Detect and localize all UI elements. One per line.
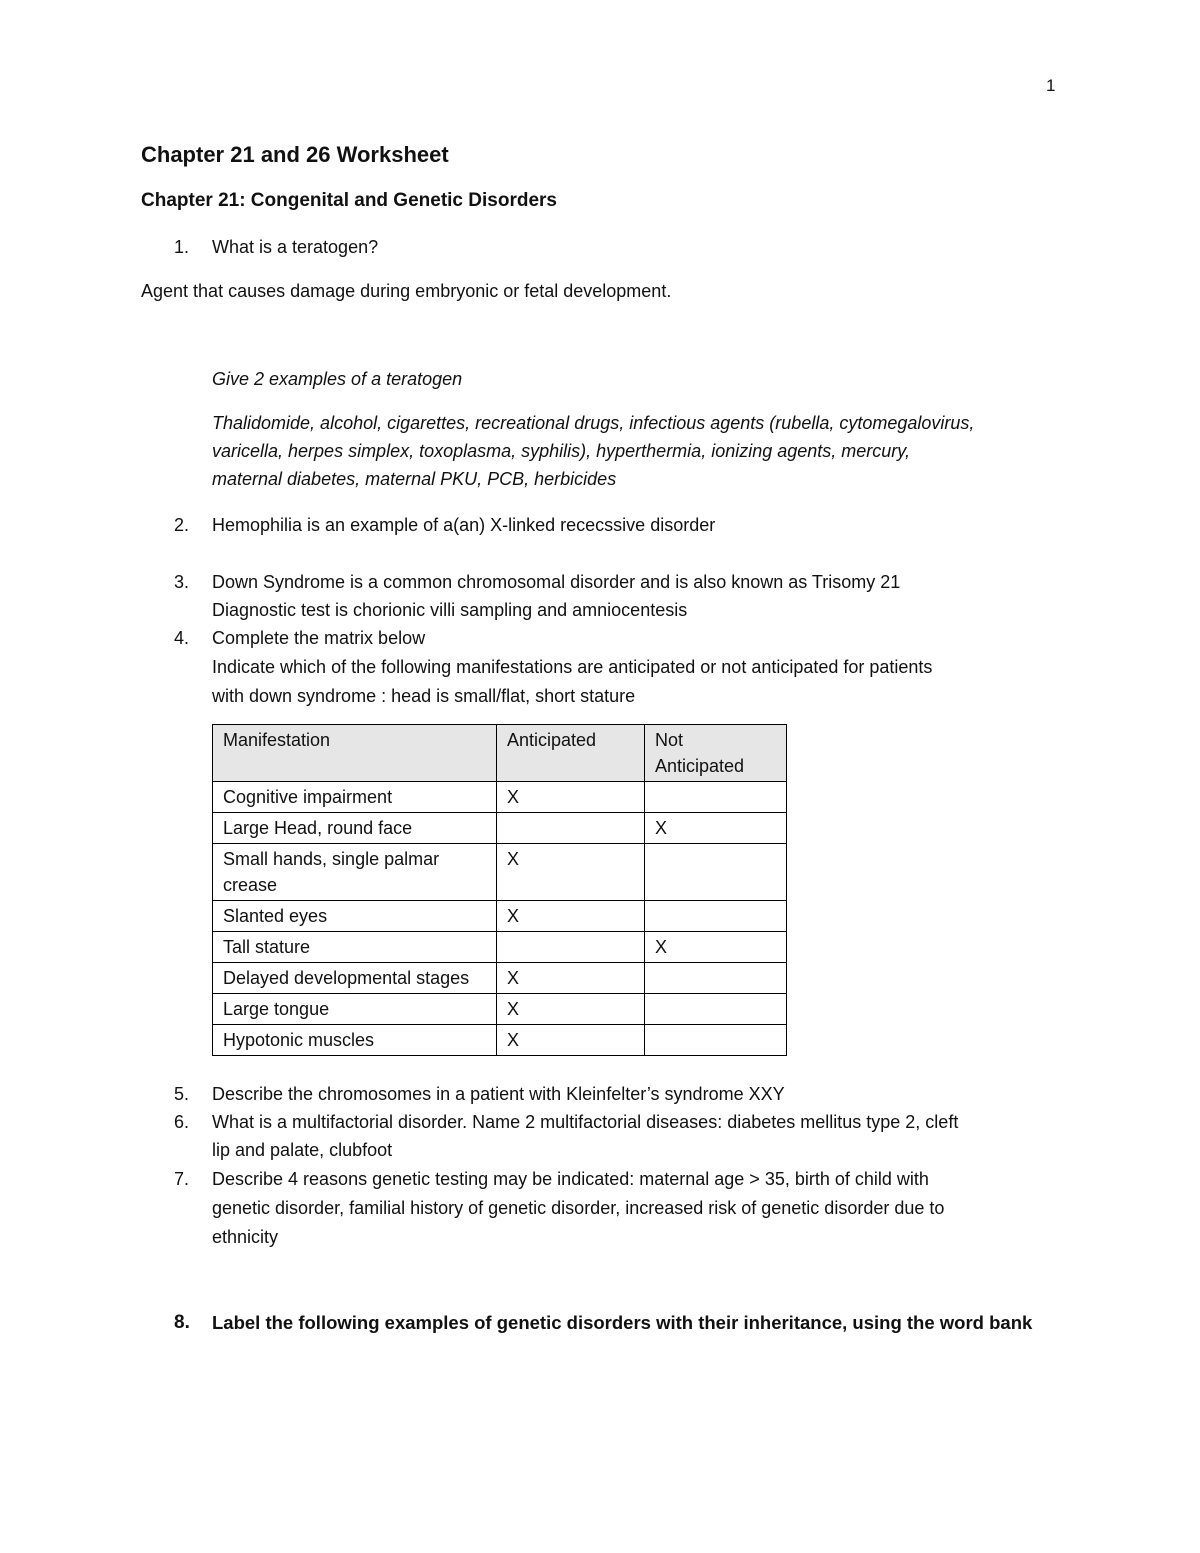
q6-text: [212, 1108, 958, 1164]
q3-text: [212, 568, 900, 624]
not-anticipated-cell: [645, 782, 787, 813]
table-row: [213, 963, 787, 994]
header-manifestation: Manifestation: [213, 725, 497, 782]
q2-number: 2.: [174, 515, 190, 535]
q3-number: 3.: [174, 572, 190, 592]
table-row: [213, 844, 787, 901]
q1-question: What is a teratogen?: [212, 237, 379, 257]
header-anticipated: Anticipated: [497, 725, 645, 782]
header-not-anticipated: Not Anticipated: [645, 725, 787, 782]
not-anticipated-cell: [645, 1025, 787, 1056]
not-anticipated-cell: [645, 994, 787, 1025]
manifestation-cell: Cognitive impairment: [213, 782, 497, 813]
manifestation-cell: Large tongue: [213, 994, 497, 1025]
anticipated-cell: X: [497, 782, 645, 813]
anticipated-cell: X: [497, 994, 645, 1025]
q1-sub-answer: [212, 409, 974, 493]
q3-line: Diagnostic test is chorionic villi sampling and amniocentesis: [212, 600, 688, 620]
not-anticipated-cell: X: [645, 813, 787, 844]
q8-number: 8.: [174, 1312, 190, 1333]
not-anticipated-cell: [645, 963, 787, 994]
manifestation-cell: Slanted eyes: [213, 901, 497, 932]
anticipated-cell: [497, 813, 645, 844]
q8-text: Label the following examples of genetic disorders with their inheritance, using the word bank: [212, 1312, 1033, 1333]
q6-line: What is a multifactorial disorder. Name 2 multifactorial diseases: diabetes mellitus type 2, cleft: [212, 1112, 959, 1132]
q7-line: ethnicity: [212, 1227, 279, 1247]
table-row: [213, 901, 787, 932]
page-number: 1: [1046, 76, 1056, 95]
q6-number: 6.: [174, 1112, 190, 1132]
matrix-header-row: [213, 725, 787, 782]
q4-line: Indicate which of the following manifestations are anticipated or not anticipated for patients: [212, 657, 933, 677]
manifestation-cell: Delayed developmental stages: [213, 963, 497, 994]
worksheet-title: Chapter 21 and 26 Worksheet: [141, 142, 449, 167]
q7-number: 7.: [174, 1169, 190, 1189]
table-row: [213, 782, 787, 813]
not-anticipated-cell: [645, 901, 787, 932]
q4-text: [212, 624, 932, 711]
q5-text: Describe the chromosomes in a patient with Kleinfelter’s syndrome XXY: [212, 1084, 785, 1104]
q1-sub-answer-line: maternal diabetes, maternal PKU, PCB, herbicides: [212, 469, 617, 489]
table-row: [213, 813, 787, 844]
table-row: [213, 994, 787, 1025]
section-title: Chapter 21: Congenital and Genetic Disorders: [141, 190, 557, 211]
q7-line: genetic disorder, familial history of genetic disorder, increased risk of genetic disorder due to: [212, 1198, 945, 1218]
anticipated-cell: [497, 932, 645, 963]
manifestation-cell: Large Head, round face: [213, 813, 497, 844]
q3-line: Down Syndrome is a common chromosomal disorder and is also known as Trisomy 21: [212, 572, 901, 592]
q1-sub-question: Give 2 examples of a teratogen: [212, 369, 463, 389]
q2-text: Hemophilia is an example of a(an) X-linked rececssive disorder: [212, 515, 716, 535]
q1-answer: Agent that causes damage during embryonic or fetal development.: [141, 281, 672, 301]
q6-line: lip and palate, clubfoot: [212, 1140, 393, 1160]
anticipated-cell: X: [497, 963, 645, 994]
manifestation-cell: Tall stature: [213, 932, 497, 963]
q4-number: 4.: [174, 628, 190, 648]
q4-line: with down syndrome : head is small/flat, short stature: [212, 686, 636, 706]
q5-number: 5.: [174, 1084, 190, 1104]
not-anticipated-cell: X: [645, 932, 787, 963]
table-row: [213, 932, 787, 963]
not-anticipated-cell: [645, 844, 787, 901]
anticipated-cell: X: [497, 1025, 645, 1056]
manifestation-matrix: [212, 724, 787, 1056]
q7-text: [212, 1165, 944, 1252]
q1-sub-answer-line: Thalidomide, alcohol, cigarettes, recreational drugs, infectious agents (rubella, cytomegalovirus,: [212, 413, 975, 433]
anticipated-cell: X: [497, 901, 645, 932]
q1-number: 1.: [174, 237, 190, 257]
q1-sub-answer-line: varicella, herpes simplex, toxoplasma, syphilis), hyperthermia, ionizing agents, mercury,: [212, 441, 910, 461]
anticipated-cell: X: [497, 844, 645, 901]
manifestation-cell: Hypotonic muscles: [213, 1025, 497, 1056]
q7-line: Describe 4 reasons genetic testing may be indicated: maternal age > 35, birth of child with: [212, 1169, 929, 1189]
manifestation-cell: Small hands, single palmar crease: [213, 844, 497, 901]
table-row: [213, 1025, 787, 1056]
q4-line: Complete the matrix below: [212, 628, 426, 648]
